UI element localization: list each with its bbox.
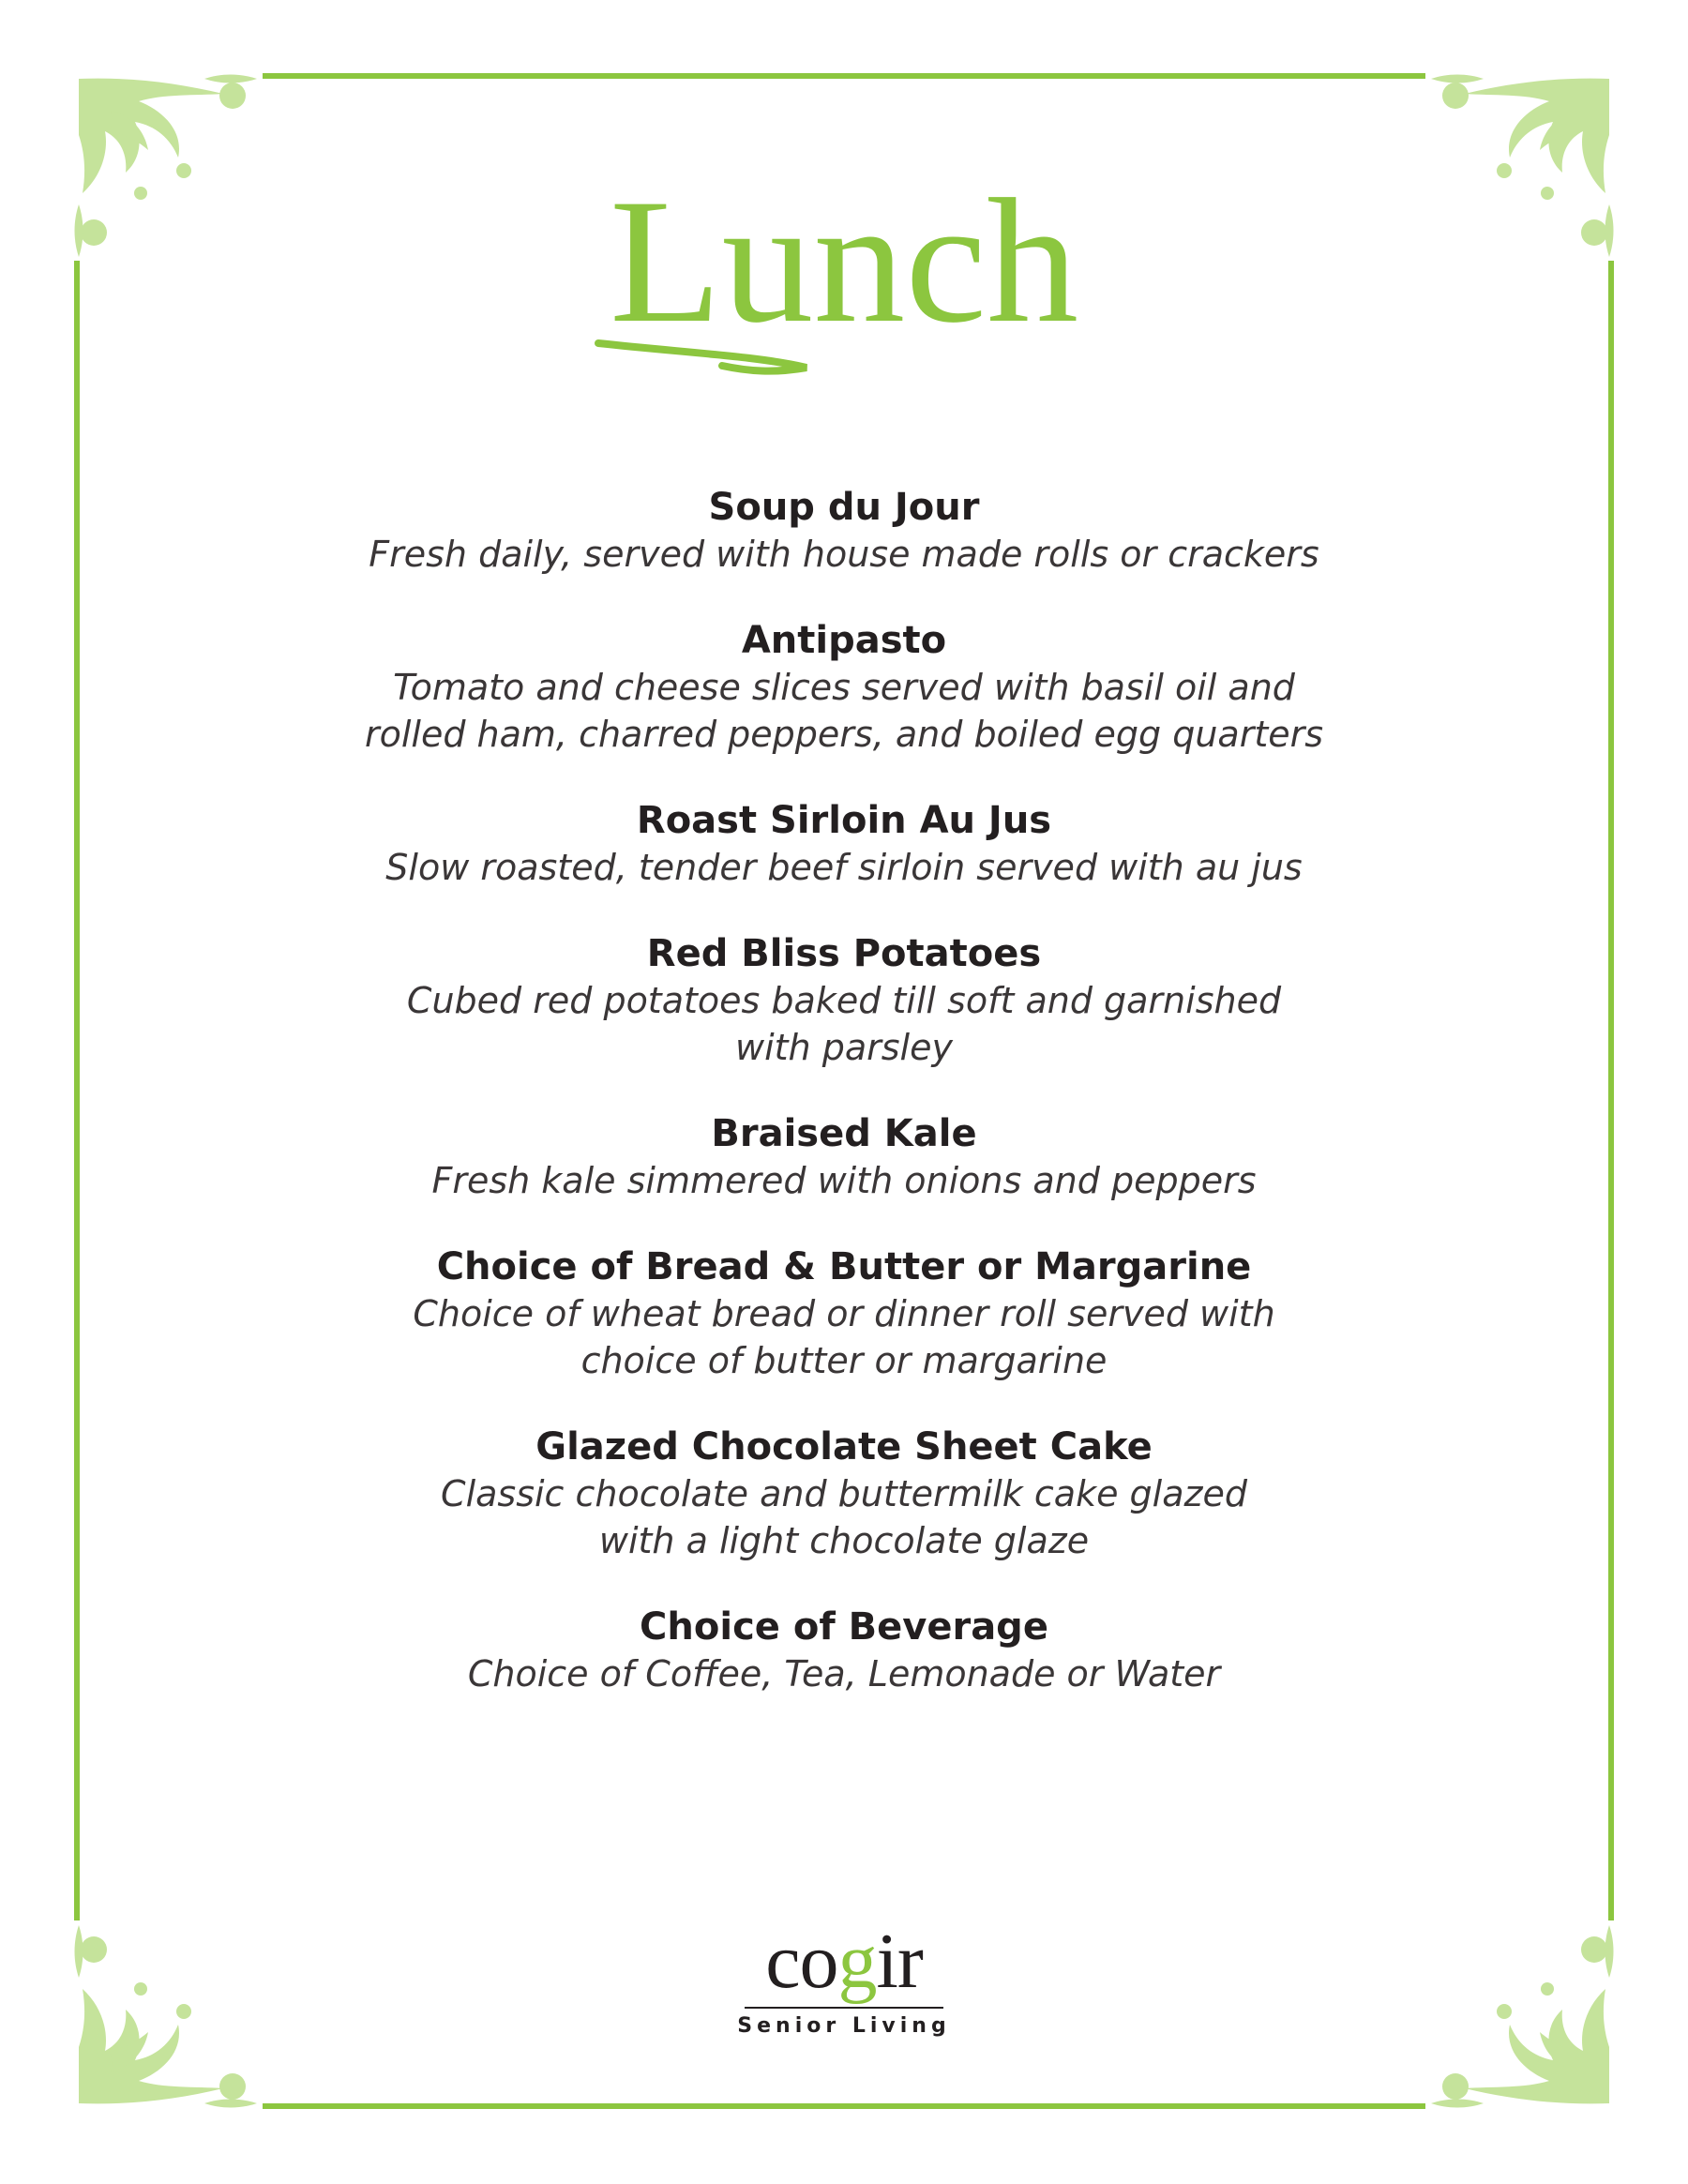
menu-item [281,1110,1407,1204]
menu-item [281,617,1407,758]
menu-item-name: Soup du Jour [708,486,980,529]
menu-item-name: Braised Kale [711,1112,977,1155]
menu-item-name: Choice of Beverage [640,1605,1048,1649]
menu-item-name: Glazed Chocolate Sheet Cake [535,1425,1153,1469]
menu-list [281,484,1407,1737]
menu-item [281,1423,1407,1564]
menu-title-graphic [581,159,1107,394]
menu-item-description: Classic chocolate and buttermilk cake glazed with a light chocolate glaze [441,1473,1247,1561]
frame-left-border [74,261,80,1920]
frame-bottom-border [263,2103,1425,2109]
logo-word-accent: g [837,1918,877,2005]
menu-item-name: Roast Sirloin Au Jus [636,799,1052,842]
logo-tagline: Senior Living [737,2014,951,2038]
menu-item-name: Red Bliss Potatoes [646,932,1042,975]
menu-item-description: Choice of Coffee, Tea, Lemonade or Water [467,1653,1221,1694]
menu-item [281,1243,1407,1384]
menu-item-description: Slow roasted, tender beef sirloin served with au jus [385,847,1303,888]
logo-word-start: co [765,1918,838,2005]
menu-item-description: Choice of wheat bread or dinner roll served with choice of butter or margarine [413,1293,1275,1381]
menu-item [281,930,1407,1071]
logo-divider [745,2007,943,2009]
logo-wordmark [0,1918,1688,2005]
menu-item-description: Tomato and cheese slices served with basil oil and rolled ham, charred peppers, and boiled egg quarters [364,667,1324,755]
menu-item [281,1604,1407,1697]
logo-word-end: ir [876,1918,923,2005]
menu-title [0,159,1688,394]
menu-item-name: Antipasto [741,619,947,662]
menu-item [281,797,1407,891]
menu-item [281,484,1407,578]
menu-item-description: Fresh kale simmered with onions and peppers [431,1160,1257,1201]
menu-title-text: Lunch [610,163,1078,360]
cogir-logo [0,1918,1688,2039]
menu-item-name: Choice of Bread & Butter or Margarine [436,1245,1252,1288]
frame-top-border [263,73,1425,79]
menu-item-description: Cubed red potatoes baked till soft and garnished with parsley [406,980,1282,1068]
menu-item-description: Fresh daily, served with house made rolls or crackers [369,534,1319,575]
frame-right-border [1608,261,1614,1920]
